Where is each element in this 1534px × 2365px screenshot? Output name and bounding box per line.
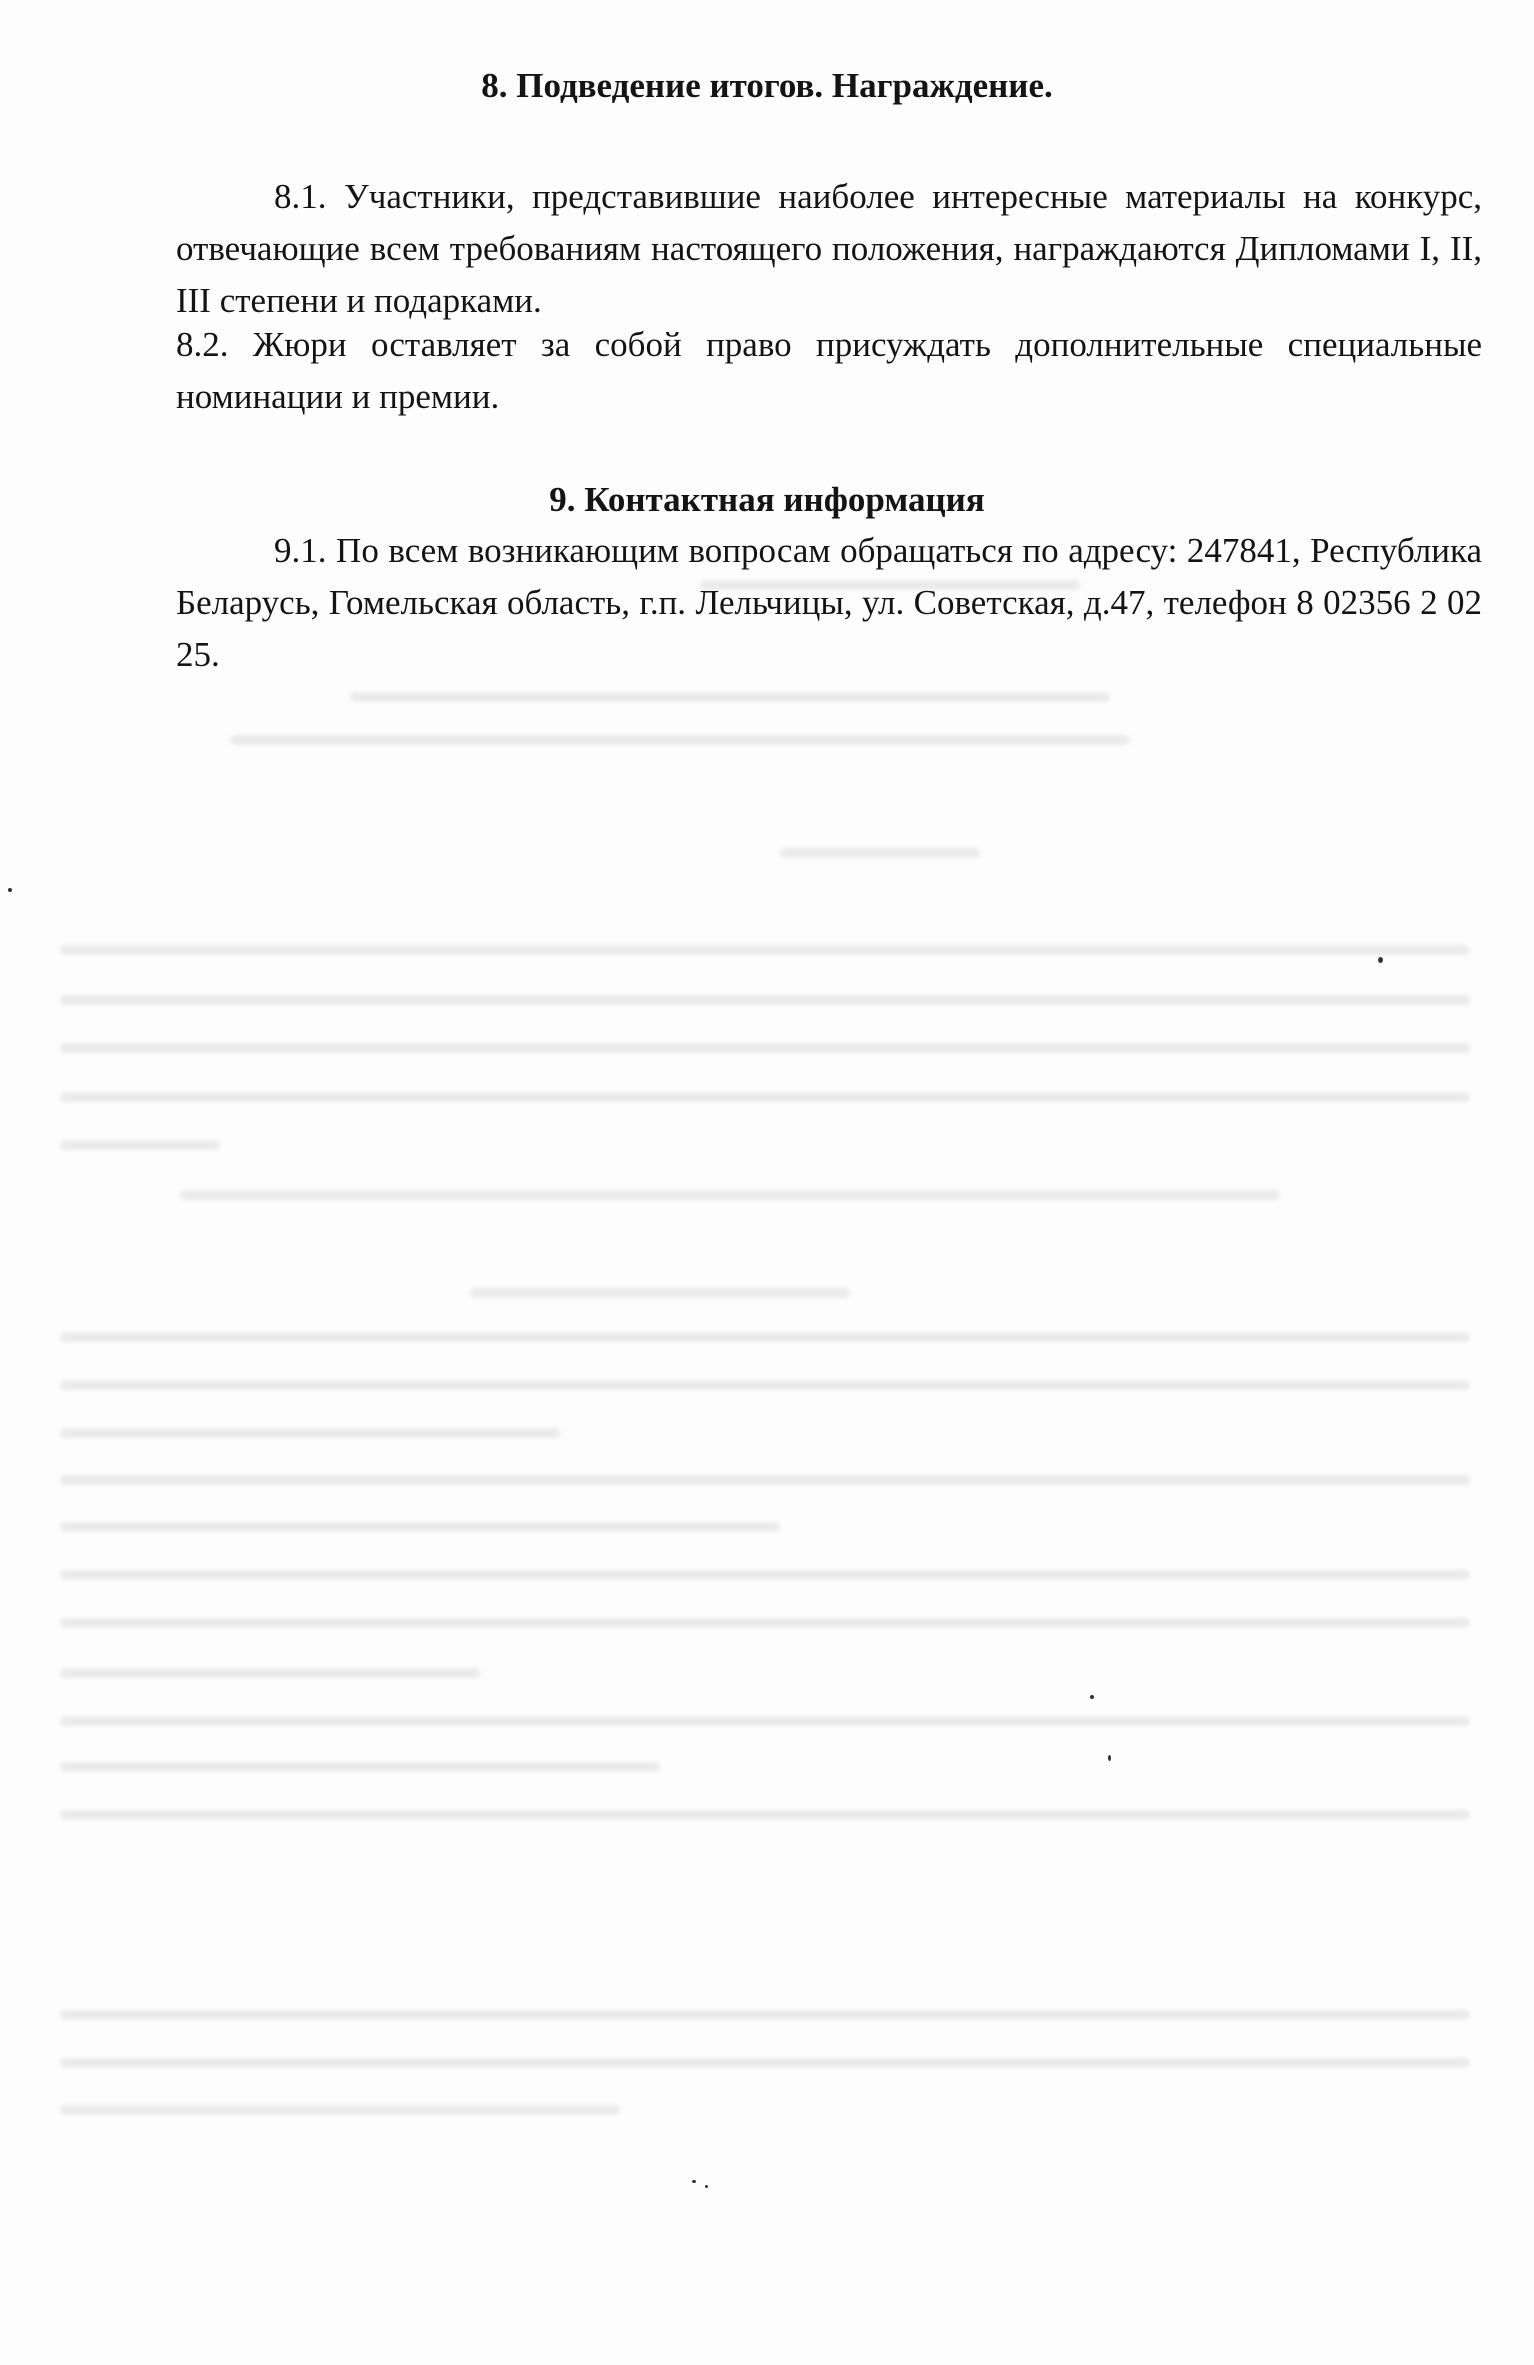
- bleed-through-line: [60, 1668, 480, 1678]
- section-9-title: 9. Контактная информация: [549, 480, 985, 519]
- bleed-through-line: [60, 1570, 1470, 1580]
- scan-speck: [8, 888, 12, 892]
- bleed-through-line: [60, 1716, 1470, 1726]
- section-8-paragraph-1: 8.1. Участники, представившие наиболее интересные материалы на конкурс, отвечающие всем требованиям настоящего положения, награждаются Дипломами I, II, III степени и подарками.: [176, 177, 1482, 320]
- bleed-through-line: [60, 1140, 220, 1150]
- bleed-through-line: [60, 2105, 620, 2115]
- bleed-through-line: [60, 945, 1470, 955]
- scan-speck: [705, 2185, 708, 2188]
- bleed-through-line: [470, 1288, 850, 1298]
- bleed-through-line: [60, 995, 1470, 1005]
- bleed-through-line: [60, 1043, 1470, 1053]
- section-8-title: 8. Подведение итогов. Награждение.: [481, 66, 1053, 105]
- section-9-paragraph-1: 9.1. По всем возникающим вопросам обращаться по адресу: 247841, Республика Беларусь, Гомельская область, г.п. Лельчицы, ул. Советская, д.47, телефон 8 02356 2 02 25.: [176, 531, 1482, 674]
- bleed-through-line: [350, 692, 1110, 702]
- scan-speck: [1378, 957, 1383, 963]
- bleed-through-line: [60, 1618, 1470, 1628]
- bleed-through-line: [60, 1522, 780, 1532]
- bleed-through-line: [60, 1332, 1470, 1342]
- scan-speck: [1090, 1695, 1094, 1699]
- bleed-through-line: [180, 1190, 1280, 1200]
- bleed-through-line: [60, 2058, 1470, 2068]
- bleed-through-line: [60, 1428, 560, 1438]
- scan-speck: [692, 2180, 696, 2183]
- bleed-through-line: [60, 1475, 1470, 1485]
- bleed-through-line: [60, 1762, 660, 1772]
- bleed-through-line: [60, 1810, 1470, 1820]
- bleed-through-line: [60, 1092, 1470, 1102]
- bleed-through-line: [60, 2010, 1470, 2020]
- bleed-through-line: [230, 735, 1130, 745]
- scan-speck: [1108, 1755, 1111, 1761]
- bleed-through-line: [60, 1380, 1470, 1390]
- section-8-paragraph-2: 8.2. Жюри оставляет за собой право присуждать дополнительные специальные номинации и премии.: [176, 325, 1482, 416]
- bleed-through-line: [780, 848, 980, 858]
